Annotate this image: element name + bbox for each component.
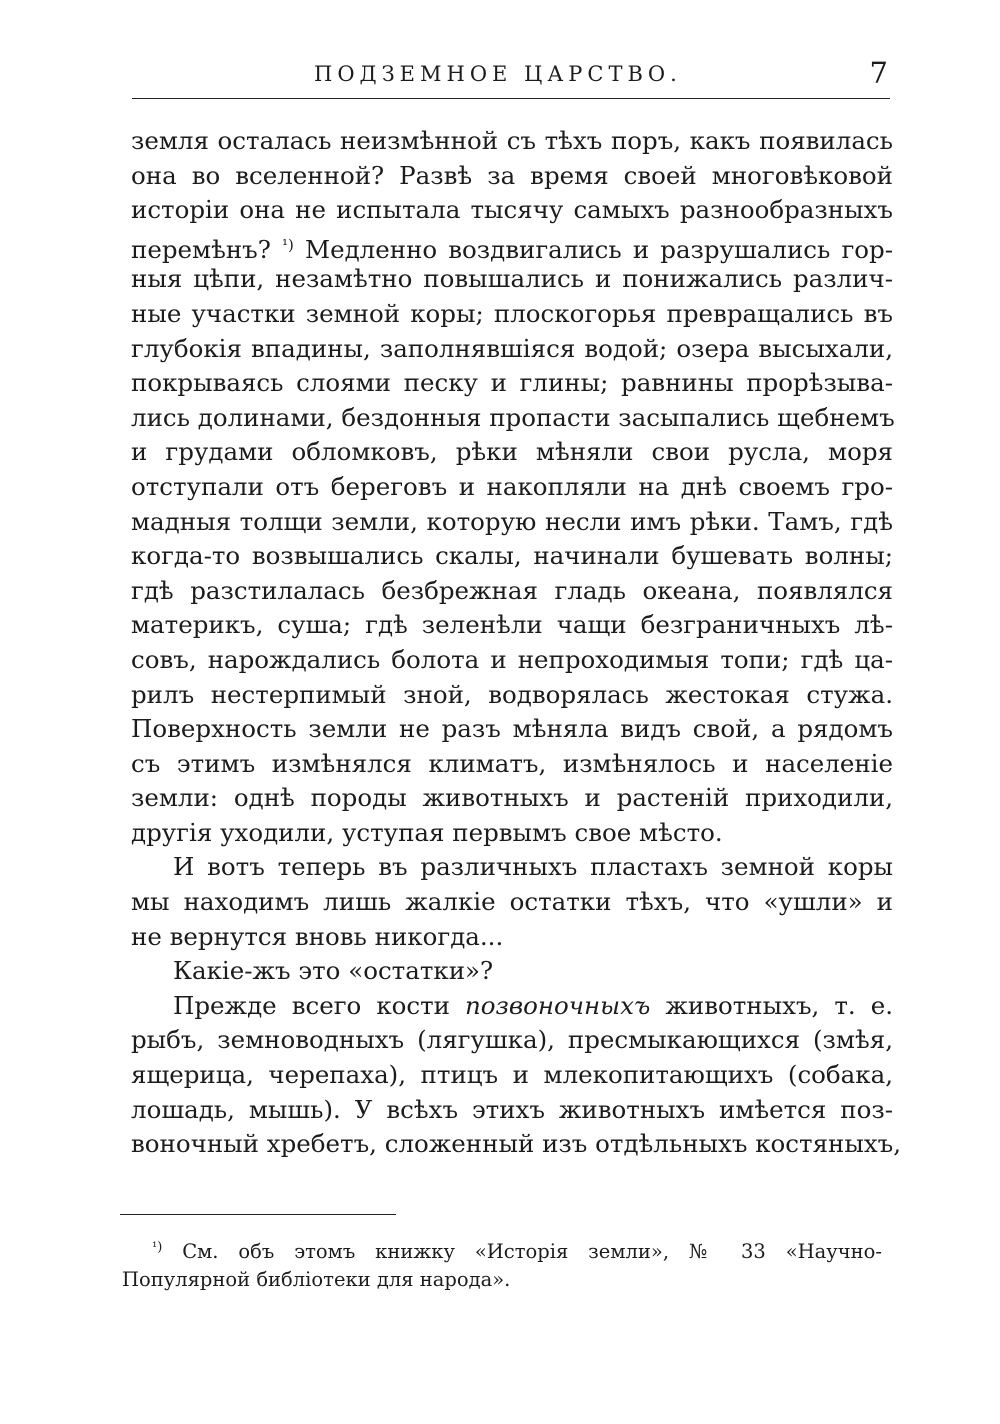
text-line: мадныя толщи земли, которую несли имъ рѣки. Тамъ, гдѣ: [131, 506, 893, 536]
footnote-divider: [120, 1214, 396, 1215]
text-line: Какіе-жъ это «остатки»?: [173, 956, 494, 986]
text-line: и грудами обломковъ, рѣки мѣняли свои русла, моря: [131, 437, 893, 467]
text-line: покрываясь слоями песку и глины; равнины прорѣзыва-: [131, 368, 893, 398]
footnote-mark: ¹): [152, 1240, 163, 1255]
running-header: [132, 56, 890, 99]
text-line: [131, 228, 893, 263]
italic-term: позвоночныхъ: [465, 990, 651, 1020]
text-line: съ этимъ измѣнялся климатъ, измѣнялось и населеніе: [131, 748, 893, 778]
footnote-line: Популярной библіотеки для народа».: [122, 1268, 511, 1291]
footnote-line: [122, 1232, 882, 1264]
text-line: мы находимъ лишь жалкіе остатки тѣхъ, что «ушли» и: [131, 887, 893, 917]
text-line: лошадь, мышь). У всѣхъ этихъ животныхъ имѣется поз-: [131, 1094, 893, 1124]
text-fragment: животныхъ, т. е.: [665, 990, 893, 1020]
text-line: она во вселенной? Развѣ за время своей многовѣковой: [131, 160, 893, 190]
footnote-text: См. объ этомъ книжку «Исторія земли», № 33 «Научно-: [182, 1240, 882, 1263]
text-line: рыбъ, земноводныхъ (лягушка), пресмыкающихся (змѣя,: [131, 1025, 893, 1055]
text-line: когда-то возвышались скалы, начинали бушевать волны;: [131, 541, 893, 571]
text-line: земли: однѣ породы животныхъ и растеній приходили,: [131, 783, 893, 813]
footnote-reference: ¹): [282, 235, 294, 254]
text-line: совъ, нарождались болота и непроходимыя топи; гдѣ ца-: [131, 644, 893, 674]
text-fragment: перемѣнъ?: [131, 234, 271, 264]
text-fragment: Прежде всего кости: [173, 990, 450, 1020]
text-line: материкъ, суша; гдѣ зеленѣли чащи безграничныхъ лѣ-: [131, 610, 893, 640]
text-line: не вернутся вновь никогда...: [131, 921, 504, 951]
text-line: ные участки земной коры; плоскогорья превращались въ: [131, 298, 893, 328]
text-line: ныя цѣпи, незамѣтно повышались и понижались различ-: [131, 264, 893, 294]
text-line: исторіи она не испытала тысячу самыхъ разнообразныхъ: [131, 195, 893, 225]
text-line: отступали отъ береговъ и накопляли на днѣ своемъ гро-: [131, 471, 893, 501]
text-line: гдѣ разстилалась безбрежная гладь океана, появлялся: [131, 575, 893, 605]
text-line: рилъ нестерпимый зной, водворялась жестокая стужа.: [131, 679, 893, 709]
running-title: ПОДЗЕМНОЕ ЦАРСТВО.: [314, 62, 682, 86]
text-line: И вотъ теперь въ различныхъ пластахъ земной коры: [173, 852, 893, 882]
footnote: [122, 1232, 882, 1296]
text-line: ящерица, черепаха), птицъ и млекопитающихъ (собака,: [131, 1060, 893, 1090]
text-line: лись долинами, бездонныя пропасти засыпались щебнемъ: [131, 402, 895, 432]
text-line: воночный хребетъ, сложенный изъ отдѣльныхъ костяныхъ,: [131, 1129, 902, 1159]
text-fragment: Медленно воздвигались и разрушались гор-: [305, 234, 893, 264]
text-line: глубокія впадины, заполнявшіяся водой; озера высыхали,: [131, 333, 893, 363]
main-text: [131, 124, 902, 1162]
page-number: 7: [869, 56, 888, 90]
text-line: земля осталась неизмѣнной съ тѣхъ поръ, какъ появилась: [131, 126, 893, 155]
text-line: Поверхность земли не разъ мѣняла видъ свой, а рядомъ: [131, 714, 893, 744]
text-line: [131, 989, 893, 1024]
text-line: другія уходили, уступая первымъ свое мѣсто.: [131, 817, 723, 847]
